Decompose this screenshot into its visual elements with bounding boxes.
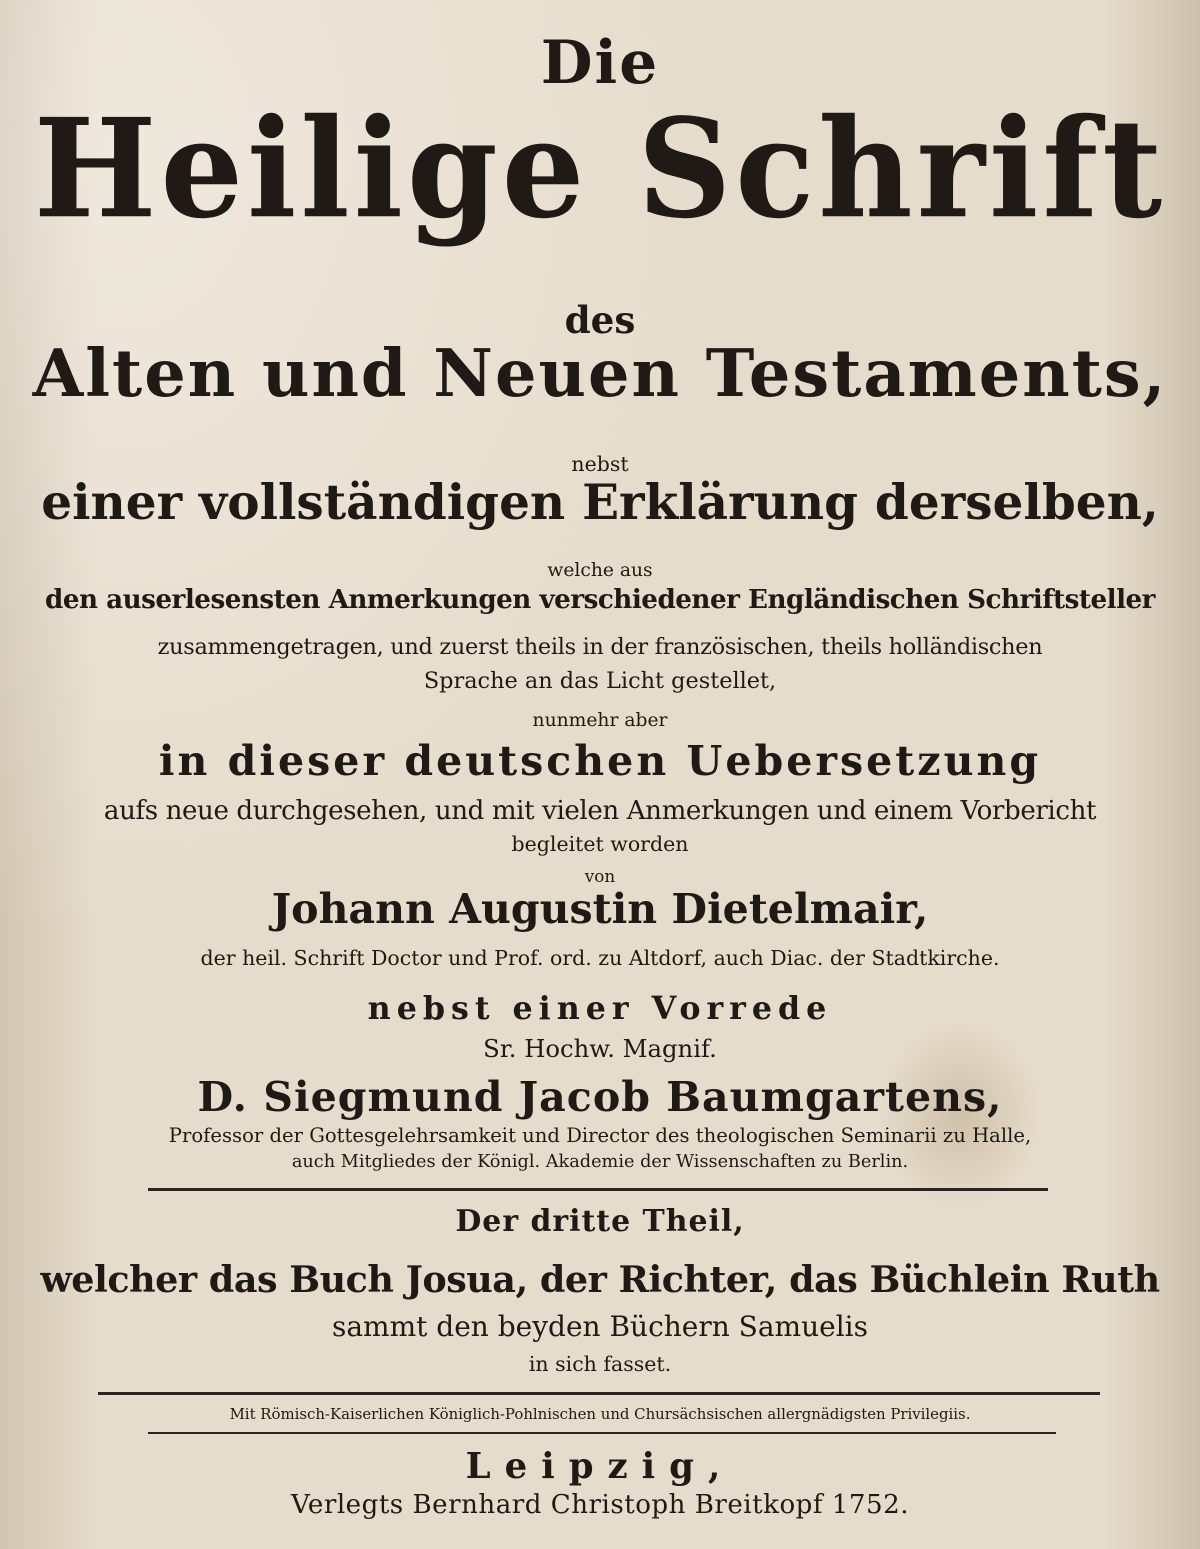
text-vorrede: nebst einer Vorrede: [367, 990, 833, 1027]
imprint-city: Leipzig,: [465, 1446, 735, 1487]
text-zusammengetragen: zusammengetragen, und zuerst theils in der französischen, theils holländischen: [157, 634, 1043, 660]
text-nebst: nebst: [571, 452, 629, 476]
text-von: von: [584, 866, 616, 886]
preface-author: D. Siegmund Jacob Baumgartens,: [197, 1072, 1003, 1121]
heading-die: Die: [540, 28, 660, 98]
main-title: Heilige Schrift: [33, 88, 1167, 249]
text-begleitet: begleitet worden: [511, 832, 689, 856]
volume-contents-2: sammt den beyden Büchern Samuelis: [331, 1310, 868, 1343]
author-title: der heil. Schrift Doctor und Prof. ord. zu Altdorf, auch Diac. der Stadtkirche.: [200, 946, 1000, 970]
text-hochw: Sr. Hochw. Magnif.: [483, 1034, 717, 1063]
imprint-publisher: Verlegts Bernhard Christoph Breitkopf 1752.: [290, 1490, 910, 1520]
subtitle-erklaerung: einer vollständigen Erklärung derselben,: [41, 474, 1159, 531]
text-anmerkungen: den auserlesensten Anmerkungen verschiedener Engländischen Schriftsteller: [45, 584, 1155, 615]
text-aufs-neue: aufs neue durchgesehen, und mit vielen Anmerkungen und einem Vorbericht: [103, 796, 1097, 826]
divider-rule: [148, 1432, 1056, 1434]
preface-author-membership: auch Mitgliedes der Königl. Akademie der Wissenschaften zu Berlin.: [291, 1152, 909, 1172]
volume-contents: welcher das Buch Josua, der Richter, das Büchlein Ruth: [40, 1258, 1160, 1301]
divider-rule: [98, 1392, 1100, 1395]
privilege-line: Mit Römisch-Kaiserlichen Königlich-Pohlnischen und Chursächsischen allergnädigsten Privilegiis.: [229, 1405, 971, 1423]
heading-des: des: [564, 298, 636, 342]
text-welche-aus: welche aus: [547, 560, 653, 581]
divider-rule: [148, 1188, 1048, 1191]
text-uebersetzung: in dieser deutschen Uebersetzung: [158, 736, 1042, 785]
volume-label: Der dritte Theil,: [455, 1204, 745, 1239]
text-nunmehr: nunmehr aber: [532, 710, 668, 731]
text-sprache: Sprache an das Licht gestellet,: [423, 668, 777, 694]
preface-author-title: Professor der Gottesgelehrsamkeit und Director des theologischen Seminarii zu Halle,: [168, 1124, 1032, 1147]
author-name: Johann Augustin Dietelmair,: [271, 884, 929, 933]
volume-contents-3: in sich fasset.: [528, 1352, 672, 1376]
subtitle-testaments: Alten und Neuen Testaments,: [32, 336, 1168, 412]
